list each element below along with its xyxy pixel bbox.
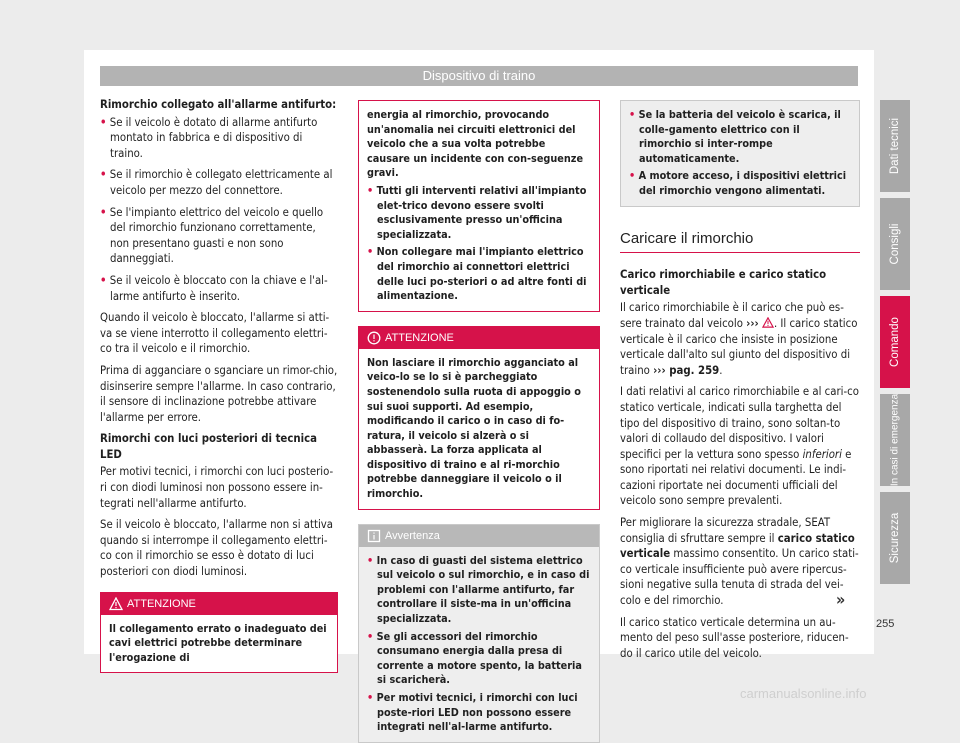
- paragraph: Per migliorare la sicurezza stradale, SEAT consiglia di sfruttare sempre il carico statico verticale massimo consentito. Un carico stati-co verticale insufficiente può avere ripercus-sioni negative sulla tenuta di strada del vei-colo e del rimorchio.: [620, 516, 859, 608]
- page-number: 255: [876, 618, 895, 630]
- bullet-icon: •: [367, 553, 374, 567]
- sub-heading: Carico rimorchiabile e carico statico verticale: [620, 268, 827, 297]
- tab-dati-tecnici[interactable]: Dati tecnici: [880, 100, 910, 192]
- warning-label: ATTENZIONE: [127, 597, 196, 610]
- bullet-icon: •: [629, 169, 636, 183]
- tab-emergenza[interactable]: In casi di emergenza: [880, 394, 910, 486]
- paragraph: I dati relativi al carico rimorchiabile e al cari-co statico verticale, indicati sulla targhetta del tipo del dispositivo di traino, sono soltan-to valori di collaudo del dispositivo. I valori specifici per la vettura sono spesso inferiori e sono riportati nei relativi documenti. Le indi-cazioni riportate nei documenti ufficiali del veicolo sono sempre prevalenti.: [620, 385, 859, 508]
- bullet-icon: •: [367, 629, 374, 643]
- cross-reference-link[interactable]: ›››: [746, 316, 759, 330]
- list-item: • Se gli accessori del rimorchio consumano energia dalla presa di corrente a motore spento, la batteria si scaricherà.: [367, 629, 582, 687]
- list-item: • In caso di guasti del sistema elettrico sul veicolo o sul rimorchio, e in caso di problemi con l'allarme antifurto, far controllare il siste-ma in un'officina specializzata.: [367, 553, 590, 626]
- note-header: [359, 525, 599, 547]
- list-item: • Se il veicolo è bloccato con la chiave e l'al-larme antifurto è inserito.: [100, 273, 328, 303]
- tab-consigli[interactable]: Consigli: [880, 198, 910, 290]
- list-item: • A motore acceso, i dispositivi elettrici del rimorchio vengono alimentati.: [629, 169, 847, 197]
- caution-box: [358, 326, 600, 510]
- paragraph: Per motivi tecnici, i rimorchi con luci posterio-ri con diodi luminosi non possono essere in-tegrati nell'allarme antifurto.: [100, 465, 334, 510]
- bullet-icon: •: [100, 115, 107, 129]
- warning-icon: [109, 597, 123, 611]
- bullet-icon: •: [100, 273, 107, 287]
- tab-sicurezza[interactable]: Sicurezza: [880, 492, 910, 584]
- warning-text: energia al rimorchio, provocando un'anomalia nei circuiti elettronici del veicolo che a sua volta potrebbe causare un incidente con con-seguenze gravi.: [367, 108, 584, 180]
- note-label: Avvertenza: [385, 529, 440, 542]
- bullet-icon: •: [100, 168, 107, 182]
- warning-box-continued: [358, 100, 600, 312]
- caution-header: [359, 327, 599, 349]
- note-box-continued: [620, 100, 860, 207]
- column-3: [620, 100, 860, 667]
- tab-comando[interactable]: Comando: [880, 296, 910, 388]
- paragraph: Quando il veicolo è bloccato, l'allarme si atti-va se viene interrotto il collegamento elettri-co tra il veicolo e il rimorchio.: [100, 311, 330, 356]
- list-item: • Tutti gli interventi relativi all'impianto elet-trico devono essere svolti esclusivamente presso un'officina specializzata.: [367, 183, 587, 241]
- column-1: [100, 97, 338, 673]
- page-header: Dispositivo di traino: [100, 66, 858, 86]
- warning-text: Il collegamento errato o inadeguato dei cavi elettrici potrebbe determinare l'erogazione di: [109, 621, 327, 664]
- list-item: • Se l'impianto elettrico del veicolo e quello del rimorchio funzionano correttamente, non presentano guasti e non sono danneggiati.: [100, 205, 324, 266]
- continue-marker: »: [836, 590, 846, 609]
- caution-label: ATTENZIONE: [385, 331, 454, 344]
- bullet-icon: •: [367, 183, 374, 197]
- bullet-icon: •: [367, 691, 374, 704]
- info-icon: [367, 529, 381, 543]
- bullet-icon: •: [100, 205, 107, 219]
- list-item: • Non collegare mai l'impianto elettrico del rimorchio ai connettori elettrici delle luci po-steriori o ad altre fonti di alimentazione.: [367, 245, 587, 303]
- bullet-icon: •: [629, 108, 636, 121]
- warning-header: [101, 593, 337, 615]
- caution-icon: [367, 331, 381, 345]
- page-reference-link[interactable]: ››› pag. 259: [653, 363, 720, 377]
- list-item: • Per motivi tecnici, i rimorchi con luci poste-riori LED non possono essere integrati nell'al-larme antifurto.: [367, 691, 578, 734]
- heading-alarm-trailer: Rimorchio collegato all'allarme antifurto:: [100, 98, 337, 111]
- section-title: Caricare il rimorchio: [620, 231, 860, 254]
- paragraph: Prima di agganciare o sganciare un rimor-chio, disinserire sempre l'allarme. In caso contrario, il sensore di inclinazione potrebbe attivare l'allarme per errore.: [100, 363, 338, 424]
- caution-text: Non lasciare il rimorchio agganciato al veico-lo se lo si è parcheggiato sostenendolo sulla ruota di appoggio o sui suoi supporti. Ad esempio, modificando il carico o in caso di fo-ratura, il veicolo si alzerà o si abbasserà. La forza applicata al dispositivo di traino e al ri-morchio potrebbe danneggiare il veicolo o il rimorchio.: [367, 355, 581, 501]
- paragraph: Il carico rimorchiabile è il carico che può es-sere trainato dal veicolo ››› . Il carico statico verticale è il carico che insiste in posizione verticale dall'alto sul giunto del dispositivo di traino ››› pag. 259.: [620, 301, 858, 377]
- warning-icon: [762, 317, 774, 328]
- heading-led-trailers: Rimorchi con luci posteriori di tecnica LED: [100, 432, 317, 461]
- warning-box: [100, 592, 338, 674]
- paragraph: Se il veicolo è bloccato, l'allarme non si attiva quando si interrompe il collegamento elettri-co con il rimorchio se esso è dotato di luci posteriori con diodi luminosi.: [100, 518, 334, 579]
- list-item: • Se il rimorchio è collegato elettricamente al veicolo per mezzo del connettore.: [100, 168, 333, 197]
- list-item: • Se il veicolo è dotato di allarme antifurto montato in fabbrica e di dispositivo di traino.: [100, 115, 318, 160]
- bullet-icon: •: [367, 245, 374, 259]
- note-box: [358, 524, 600, 743]
- list-item: • Se la batteria del veicolo è scarica, il colle-gamento elettrico con il rimorchio si inter-rompe automaticamente.: [629, 108, 841, 165]
- column-2: [358, 100, 600, 743]
- watermark: carmanualsonline.info: [740, 686, 867, 701]
- paragraph: Il carico statico verticale determina un au-mento del peso sull'asse posteriore, riducen-do il carico utile del veicolo.: [620, 615, 849, 660]
